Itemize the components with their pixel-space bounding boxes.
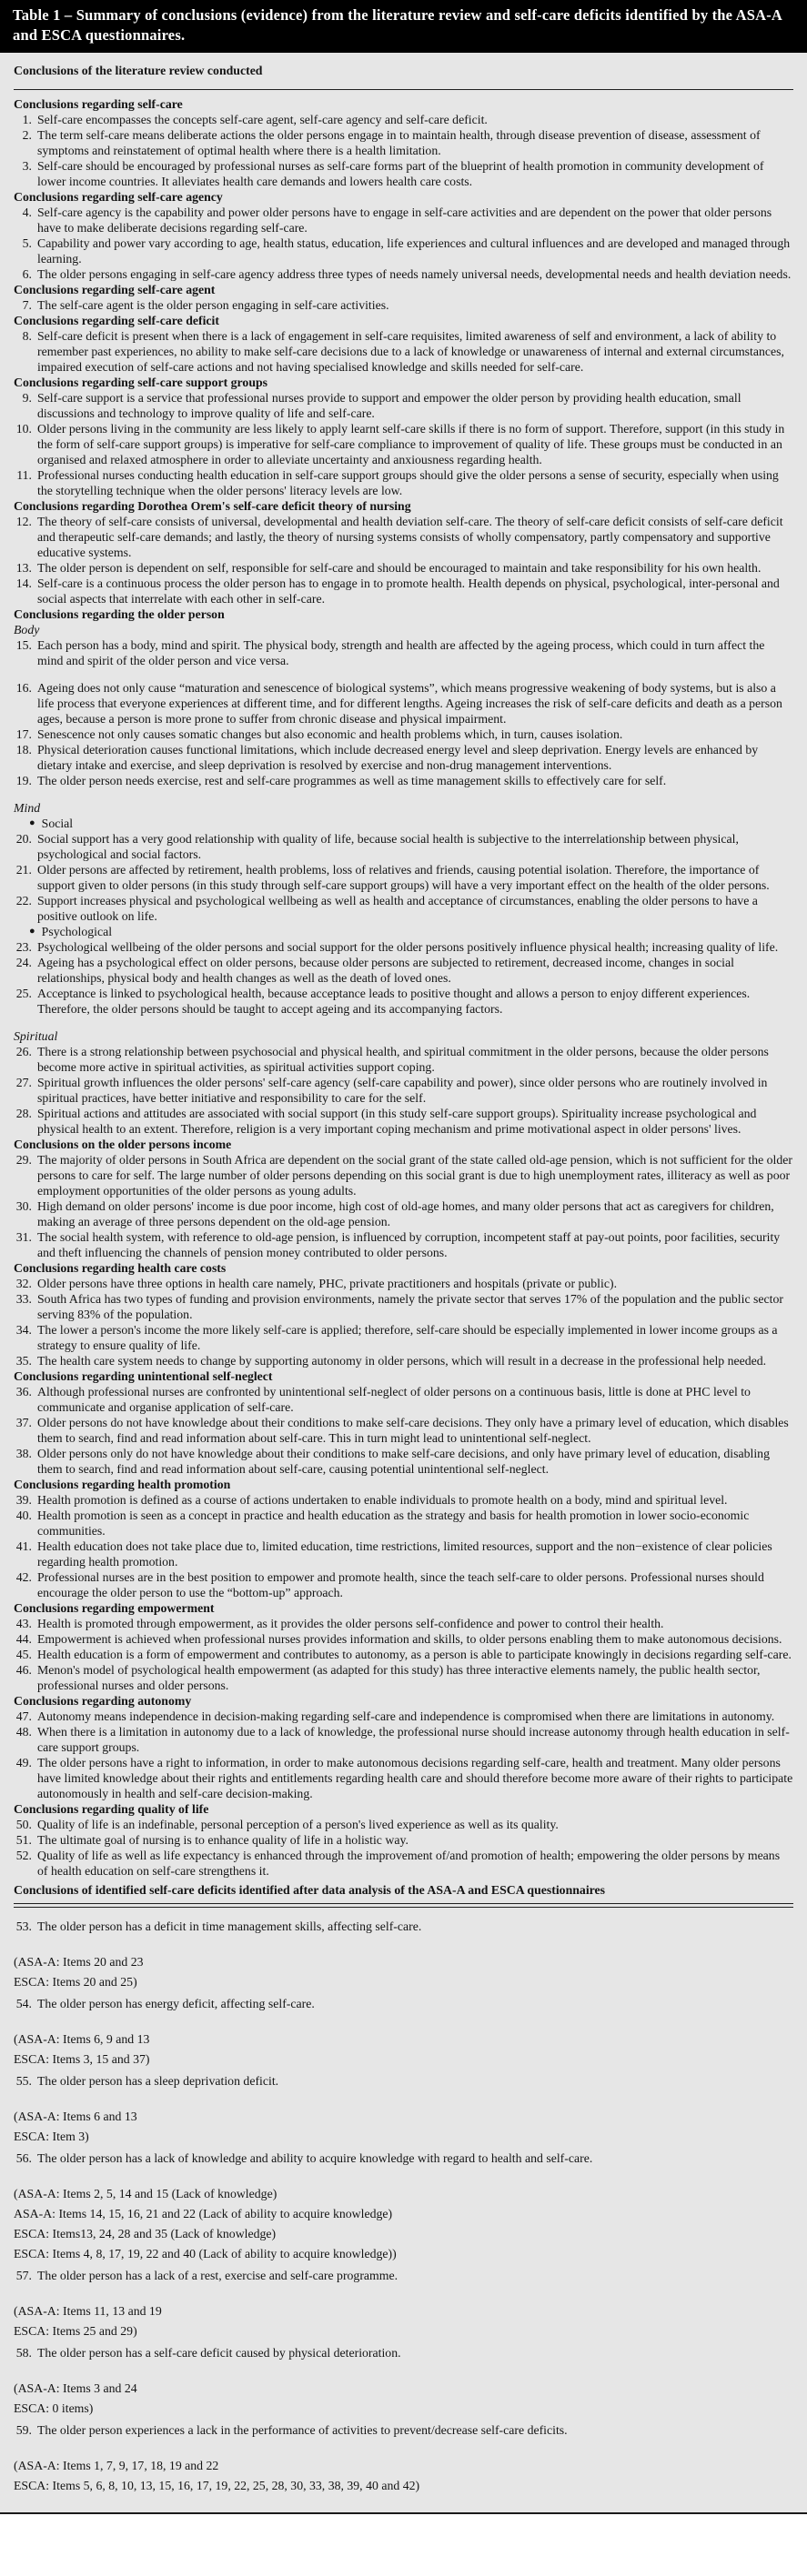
item-text: Quality of life as well as life expectancy is enhanced through the improvement of/and promotion of health; empowering the older persons by means of health education on self-care strengthens it. bbox=[37, 1849, 781, 1878]
conclusion-item-40 bbox=[14, 1508, 793, 1539]
item-text: When there is a limitation in autonomy due to a lack of knowledge, the professional nurse should increase autonomy through health education in self-care support groups. bbox=[37, 1725, 790, 1754]
item-number: 22. bbox=[15, 894, 32, 907]
item-number: 8. bbox=[22, 329, 32, 343]
item-number: 18. bbox=[15, 743, 32, 757]
questionnaire-refs bbox=[14, 2184, 793, 2264]
section-subheading: Conclusions regarding empowerment bbox=[14, 1601, 215, 1615]
item-number: 48. bbox=[15, 1725, 32, 1739]
bullet-label: Social bbox=[41, 817, 74, 830]
conclusion-item-5 bbox=[14, 236, 793, 266]
item-number: 46. bbox=[15, 1663, 32, 1677]
item-text: Capability and power vary according to age, health status, education, life experiences and cultural influences and are developed and managed through learning. bbox=[37, 236, 791, 266]
item-text: The older person needs exercise, rest and self-care programmes as well as time management skills to effectively care for self. bbox=[37, 774, 667, 787]
item-text: Older persons do not have knowledge about their conditions to make self-care decisions. They only have a primary level of education, which disables them to search, find and read information about self-care. This in turn might lead to unintentional self-neglect. bbox=[37, 1416, 789, 1445]
item-text: Self-care is a continuous process the older person has to engage in to promote health. Health depends on physical, psychological, inter-personal and social aspects that interrelate with each other in self-care. bbox=[37, 576, 780, 606]
item-number: 43. bbox=[15, 1617, 32, 1630]
item-text: The older person experiences a lack in the performance of activities to prevent/decrease self-care deficits. bbox=[37, 2423, 568, 2437]
section-subheading: Conclusions regarding health care costs bbox=[14, 1261, 227, 1275]
questionnaire-refs bbox=[14, 2301, 793, 2341]
questionnaire-ref: (ASA-A: Items 2, 5, 14 and 15 (Lack of knowledge) bbox=[14, 2187, 277, 2200]
conclusion-item-51 bbox=[14, 1832, 793, 1848]
item-text: The older person is dependent on self, responsible for self-care and should be encouraged to maintain and take responsibility for his own health. bbox=[37, 561, 762, 575]
item-text: Health promotion is defined as a course of actions undertaken to enable individuals to promote health on a body, mind and spiritual level. bbox=[37, 1493, 728, 1507]
conclusion-item-44 bbox=[14, 1631, 793, 1647]
conclusion-item-48 bbox=[14, 1724, 793, 1755]
conclusion-item-52 bbox=[14, 1848, 793, 1879]
conclusion-item-19 bbox=[14, 773, 793, 788]
conclusion-item-30 bbox=[14, 1198, 793, 1229]
item-number: 39. bbox=[15, 1493, 32, 1507]
item-number: 33. bbox=[15, 1292, 32, 1306]
deficit-item-56 bbox=[14, 2150, 793, 2264]
item-text: Physical deterioration causes functional limitations, which include decreased energy level and sleep deprivation. Energy levels are enhanced by dietary intake and exercise, and sleep deprivation is resolved by exercise and non-drug management interventions. bbox=[37, 743, 759, 772]
item-number: 37. bbox=[15, 1416, 32, 1429]
bullet-icon: ● bbox=[29, 926, 35, 937]
item-number: 47. bbox=[15, 1709, 32, 1723]
item-text: Ageing does not only cause “maturation and senescence of biological systems”, which means progressive weakening of body systems, but is also a life process that everyone experiences at different time, and for different lengths. Ageing increases the risk of self-care deficits and death as a person ages, because a person is more prone to suffer from chronic disease and physical impairment. bbox=[37, 681, 782, 726]
section-subheading: Conclusions regarding the older person bbox=[14, 607, 225, 621]
aspect-subheading: Body bbox=[14, 623, 40, 636]
section-subheading: Conclusions regarding quality of life bbox=[14, 1802, 209, 1816]
item-number: 29. bbox=[15, 1153, 32, 1167]
conclusion-item-14 bbox=[14, 576, 793, 606]
conclusion-item-6 bbox=[14, 266, 793, 282]
item-text: Ageing has a psychological effect on older persons, because older persons are subjected to retirement, decreased income, changes in social relationships, physical body and health changes as well as the death of loved ones. bbox=[37, 956, 734, 985]
bullet-icon: ● bbox=[29, 817, 35, 828]
conclusion-item-28 bbox=[14, 1106, 793, 1137]
questionnaire-refs bbox=[14, 2030, 793, 2070]
item-text: Self-care agency is the capability and power older persons have to engage in self-care activities and are dependent on the power that older persons have to make deliberate decisions regarding self-care. bbox=[37, 205, 772, 235]
item-text: Health promotion is seen as a concept in practice and health education as the strategy and basis for health promotion in lower socio-economic communities. bbox=[37, 1509, 750, 1538]
conclusion-item-41 bbox=[14, 1539, 793, 1569]
conclusion-item-27 bbox=[14, 1075, 793, 1106]
section-subheading: Conclusions regarding self-care agency bbox=[14, 190, 223, 204]
item-number: 5. bbox=[22, 236, 32, 250]
section-subheading: Conclusions regarding unintentional self-neglect bbox=[14, 1369, 273, 1383]
item-number: 52. bbox=[15, 1849, 32, 1862]
deficit-item-57 bbox=[14, 2268, 793, 2341]
double-rule-divider bbox=[14, 1903, 793, 1908]
conclusion-item-38 bbox=[14, 1446, 793, 1477]
item-text: South Africa has two types of funding and provision environments, namely the private sector that serves 17% of the population and the public sector serving 83% of the population. bbox=[37, 1292, 783, 1321]
conclusion-item-24 bbox=[14, 955, 793, 986]
item-number: 51. bbox=[15, 1833, 32, 1847]
questionnaire-ref: ESCA: Items 5, 6, 8, 10, 13, 15, 16, 17, 19, 22, 25, 28, 30, 33, 38, 39, 40 and 42) bbox=[14, 2479, 420, 2492]
literature-review-header: Conclusions of the literature review conducted bbox=[14, 64, 263, 77]
item-number: 21. bbox=[15, 863, 32, 877]
conclusion-item-20 bbox=[14, 831, 793, 862]
section-subheading: Conclusions regarding Dorothea Orem's self-care deficit theory of nursing bbox=[14, 499, 411, 513]
item-text: The ultimate goal of nursing is to enhance quality of life in a holistic way. bbox=[37, 1833, 409, 1847]
item-text: Quality of life is an indefinable, personal perception of a person's lived experience as well as its quality. bbox=[37, 1818, 559, 1831]
deficit-conclusion-59 bbox=[14, 2422, 793, 2438]
bullet-label: Psychological bbox=[41, 925, 113, 938]
deficit-conclusion-54 bbox=[14, 1996, 793, 2011]
item-text: The social health system, with reference to old-age pension, is influenced by corruption, incompetent staff at pay-out points, poor facilities, security and theft influencing the channels of pension money contributed to older persons. bbox=[37, 1230, 781, 1259]
questionnaire-ref: ESCA: 0 items) bbox=[14, 2401, 94, 2415]
section-subheading: Conclusions regarding self-care agent bbox=[14, 283, 216, 296]
item-number: 2. bbox=[22, 128, 32, 142]
conclusion-item-3 bbox=[14, 158, 793, 189]
item-text: The majority of older persons in South Africa are dependent on the social grant of the state called old-age pension, which is not sufficient for the older persons to care for self. The large number of older persons depending on this social grant is due to high unemployment rates, illiteracy as well as poor employment opportunities of the older persons as young adults. bbox=[37, 1153, 792, 1198]
questionnaire-ref: ESCA: Items 20 and 25) bbox=[14, 1975, 137, 1989]
conclusion-item-32 bbox=[14, 1276, 793, 1291]
item-text: The theory of self-care consists of universal, developmental and health deviation self-care. The theory of self-care deficit consists of self-care deficit and therapeutic self-care demands; and lastly, the theory of nursing systems consists of wholly compensatory, partly compensatory and supportive educative systems. bbox=[37, 515, 783, 559]
conclusion-item-25 bbox=[14, 986, 793, 1017]
conclusion-item-8 bbox=[14, 328, 793, 375]
item-text: Older persons living in the community are less likely to apply learnt self-care skills if there is no form of support. Therefore, support (in this study in the form of self-care support groups) is imperative for self-care compliance to improvement of quality of life. These groups must be conducted in an organised and relaxed atmosphere in order to alleviate uncertainty and anxiousness regarding health. bbox=[37, 422, 785, 466]
deficit-conclusion-56 bbox=[14, 2150, 793, 2166]
item-text: The older person has a sleep deprivation deficit. bbox=[37, 2074, 279, 2088]
item-number: 19. bbox=[15, 774, 32, 787]
questionnaire-ref: ESCA: Items 25 and 29) bbox=[14, 2324, 137, 2338]
table-title-bar bbox=[0, 0, 807, 53]
deficit-conclusion-53 bbox=[14, 1919, 793, 1934]
item-number: 41. bbox=[15, 1539, 32, 1553]
deficit-item-55 bbox=[14, 2073, 793, 2147]
item-text: Self-care encompasses the concepts self-care agent, self-care agency and self-care deficit. bbox=[37, 113, 488, 126]
item-text: Professional nurses are in the best position to empower and promote health, since the teach self-care to older persons. Professional nurses should encourage the older person to use the “bottom-up” approach. bbox=[37, 1570, 764, 1599]
conclusion-item-11 bbox=[14, 467, 793, 498]
header-divider bbox=[14, 89, 793, 90]
item-number: 55. bbox=[15, 2074, 32, 2088]
literature-conclusions-list bbox=[14, 96, 793, 1879]
conclusion-item-13 bbox=[14, 560, 793, 576]
item-text: Health education does not take place due to, limited education, time restrictions, limited resources, support and the non−existence of clear policies regarding health promotion. bbox=[37, 1539, 772, 1569]
conclusion-item-16 bbox=[14, 680, 793, 727]
questionnaire-ref: ESCA: Items 3, 15 and 37) bbox=[14, 2052, 150, 2066]
item-text: Self-care should be encouraged by professional nurses as self-care forms part of the blueprint of health promotion in community development of lower income countries. It alleviates health care demands and lowers health care costs. bbox=[37, 159, 764, 188]
item-text: Autonomy means independence in decision-making regarding self-care and independence is compromised when there are limitations in autonomy. bbox=[37, 1709, 775, 1723]
deficit-item-58 bbox=[14, 2345, 793, 2419]
item-number: 17. bbox=[15, 727, 32, 741]
conclusion-item-1 bbox=[14, 112, 793, 127]
item-number: 4. bbox=[22, 205, 32, 219]
item-number: 30. bbox=[15, 1199, 32, 1213]
questionnaire-ref: ASA-A: Items 14, 15, 16, 21 and 22 (Lack of ability to acquire knowledge) bbox=[14, 2207, 393, 2220]
conclusion-item-18 bbox=[14, 742, 793, 773]
item-text: Spiritual growth influences the older persons' self-care agency (self-care capability and power), since older persons who are routinely involved in spiritual practices, have better initiative and responsibility to care for the self. bbox=[37, 1076, 768, 1105]
conclusion-item-49 bbox=[14, 1755, 793, 1801]
questionnaire-ref: (ASA-A: Items 6, 9 and 13 bbox=[14, 2032, 150, 2046]
item-number: 6. bbox=[22, 267, 32, 281]
item-text: High demand on older persons' income is due poor income, high cost of old-age homes, and many older persons that act as caregivers for children, making an average of three persons dependent on the old-age pension. bbox=[37, 1199, 774, 1228]
questionnaire-refs bbox=[14, 2107, 793, 2147]
questionnaire-refs bbox=[14, 1952, 793, 1992]
item-number: 56. bbox=[15, 2151, 32, 2165]
conclusion-item-50 bbox=[14, 1817, 793, 1832]
conclusion-item-23 bbox=[14, 939, 793, 955]
item-number: 12. bbox=[15, 515, 32, 528]
deficit-conclusions-list bbox=[14, 1919, 793, 2496]
item-number: 45. bbox=[15, 1648, 32, 1661]
item-text: The older person has a self-care deficit caused by physical deterioration. bbox=[37, 2346, 401, 2360]
deficit-conclusion-55 bbox=[14, 2073, 793, 2089]
item-number: 27. bbox=[15, 1076, 32, 1089]
item-text: Self-care deficit is present when there is a lack of engagement in self-care requisites, limited awareness of self and environment, a lack of ability to remember past experiences, no ability to make self-care decisions due to a lack of knowledge or unawareness of internal and external circumstances, impaired execution of self-care actions and not having specialised knowledge and skills needed for self-care. bbox=[37, 329, 784, 374]
questionnaire-ref: (ASA-A: Items 11, 13 and 19 bbox=[14, 2304, 162, 2318]
item-number: 38. bbox=[15, 1447, 32, 1460]
conclusion-item-31 bbox=[14, 1229, 793, 1260]
item-text: Older persons have three options in health care namely, PHC, private practitioners and hospitals (private or public). bbox=[37, 1277, 618, 1290]
item-text: The term self-care means deliberate actions the older persons engage in to maintain health, through disease prevention of disease, assessment of symptoms and reinstatement of optimal health where there is a health limitation. bbox=[37, 128, 761, 157]
questionnaire-ref: ESCA: Item 3) bbox=[14, 2130, 89, 2143]
item-text: The health care system needs to change by supporting autonomy in older persons, which will result in a decrease in the professional help needed. bbox=[37, 1354, 767, 1368]
questionnaire-refs bbox=[14, 2379, 793, 2419]
questionnaire-ref: ESCA: Items13, 24, 28 and 35 (Lack of knowledge) bbox=[14, 2227, 277, 2240]
item-text: The older person has energy deficit, affecting self-care. bbox=[37, 1997, 315, 2010]
item-number: 15. bbox=[15, 638, 32, 652]
questionnaire-ref: (ASA-A: Items 1, 7, 9, 17, 18, 19 and 22 bbox=[14, 2459, 219, 2472]
questionnaire-refs bbox=[14, 2456, 793, 2496]
item-text: Although professional nurses are confronted by unintentional self-neglect of older persons on a continuous basis, little is done at PHC level to communicate and organise application of self-care. bbox=[37, 1385, 751, 1414]
conclusion-item-29 bbox=[14, 1152, 793, 1198]
item-text: Health is promoted through empowerment, as it provides the older persons self-confidence and power to control their health. bbox=[37, 1617, 664, 1630]
item-number: 40. bbox=[15, 1509, 32, 1522]
item-number: 13. bbox=[15, 561, 32, 575]
item-number: 7. bbox=[22, 298, 32, 312]
section-subheading: Conclusions regarding self-care bbox=[14, 97, 183, 111]
deficit-item-53 bbox=[14, 1919, 793, 1992]
item-number: 1. bbox=[22, 113, 32, 126]
item-text: Empowerment is achieved when professional nurses provides information and skills, to older persons enabling them to make autonomous decisions. bbox=[37, 1632, 782, 1646]
conclusion-item-33 bbox=[14, 1291, 793, 1322]
item-number: 50. bbox=[15, 1818, 32, 1831]
item-number: 44. bbox=[15, 1632, 32, 1646]
item-text: Support increases physical and psychological wellbeing as well as health and acceptance of circumstances, enabling the older persons to have a positive outlook on life. bbox=[37, 894, 758, 923]
conclusion-item-17 bbox=[14, 727, 793, 742]
conclusion-item-4 bbox=[14, 205, 793, 236]
item-text: The older persons engaging in self-care agency address three types of needs namely universal needs, developmental needs and health deviation needs. bbox=[37, 267, 792, 281]
item-number: 28. bbox=[15, 1107, 32, 1120]
item-text: Senescence not only causes somatic changes but also economic and health problems which, in turn, causes isolation. bbox=[37, 727, 623, 741]
deficit-conclusion-58 bbox=[14, 2345, 793, 2360]
bullet-subheading bbox=[14, 816, 793, 831]
bullet-subheading bbox=[14, 924, 793, 939]
conclusion-item-12 bbox=[14, 514, 793, 560]
item-number: 26. bbox=[15, 1045, 32, 1058]
item-number: 16. bbox=[15, 681, 32, 695]
section-subheading: Conclusions regarding autonomy bbox=[14, 1694, 192, 1708]
item-number: 54. bbox=[15, 1997, 32, 2010]
conclusion-item-10 bbox=[14, 421, 793, 467]
item-text: Spiritual actions and attitudes are associated with social support (in this study self-care support groups). Spirituality increase psychological and physical health to an extent. Therefore, religion is a very important coping mechanism and prime motivational aspect in older persons' lives. bbox=[37, 1107, 757, 1136]
item-number: 36. bbox=[15, 1385, 32, 1398]
deficit-item-59 bbox=[14, 2422, 793, 2496]
item-number: 20. bbox=[15, 832, 32, 846]
item-text: Each person has a body, mind and spirit. The physical body, strength and health are affected by the ageing process, which could in turn affect the mind and spirit of the older person and vice versa. bbox=[37, 638, 765, 667]
section-subheading: Conclusions regarding self-care support groups bbox=[14, 376, 268, 389]
item-number: 25. bbox=[15, 987, 32, 1000]
conclusion-item-45 bbox=[14, 1647, 793, 1662]
item-text: There is a strong relationship between psychosocial and physical health, and spiritual commitment in the older persons, because the older persons become more active in spiritual activities, as spiritual activities support coping. bbox=[37, 1045, 769, 1074]
item-number: 23. bbox=[15, 940, 32, 954]
item-number: 11. bbox=[16, 468, 32, 482]
item-number: 24. bbox=[15, 956, 32, 969]
conclusion-item-7 bbox=[14, 297, 793, 313]
item-text: Self-care support is a service that professional nurses provide to support and empower the older person by providing health education, small discussions and technology to improve quality of life and self-care. bbox=[37, 391, 741, 420]
conclusion-item-37 bbox=[14, 1415, 793, 1446]
conclusion-item-46 bbox=[14, 1662, 793, 1693]
conclusion-item-22 bbox=[14, 893, 793, 924]
aspect-subheading: Spiritual bbox=[14, 1029, 58, 1043]
item-number: 59. bbox=[15, 2423, 32, 2437]
item-text: The older person has a lack of a rest, exercise and self-care programme. bbox=[37, 2269, 398, 2282]
conclusion-item-39 bbox=[14, 1492, 793, 1508]
item-text: Older persons only do not have knowledge about their conditions to make self-care decisions, and only have primary level of education, disabling them to search, find and read information about self-care, causing potential unintentional self-neglect. bbox=[37, 1447, 770, 1476]
item-number: 57. bbox=[15, 2269, 32, 2282]
item-number: 58. bbox=[15, 2346, 32, 2360]
item-number: 42. bbox=[15, 1570, 32, 1584]
conclusion-item-9 bbox=[14, 390, 793, 421]
table-body bbox=[0, 53, 807, 2503]
conclusion-item-15 bbox=[14, 637, 793, 668]
conclusion-item-35 bbox=[14, 1353, 793, 1368]
conclusion-item-34 bbox=[14, 1322, 793, 1353]
item-text: Acceptance is linked to psychological health, because acceptance leads to positive thought and allows a person to enjoy different experiences. Therefore, the older persons should be taught to accept ageing and its accompanying factors. bbox=[37, 987, 751, 1016]
item-text: Social support has a very good relationship with quality of life, because social health is subjective to the interrelationship between physical, psychological and social factors. bbox=[37, 832, 739, 861]
section-subheading: Conclusions regarding health promotion bbox=[14, 1478, 231, 1491]
item-text: Professional nurses conducting health education in self-care support groups should give the older persons a sense of security, especially when using the storytelling technique when the older persons' literacy levels are low. bbox=[37, 468, 779, 497]
deficit-conclusion-57 bbox=[14, 2268, 793, 2283]
item-text: The older persons have a right to information, in order to make autonomous decisions regarding self-care, health and treatment. Many older persons have limited knowledge about their rights and entitlements regarding health care and should therefore become more aware of their rights to participate autonomously in health and self-care decision-making. bbox=[37, 1756, 793, 1800]
item-text: Health education is a form of empowerment and contributes to autonomy, as a person is able to participate knowingly in decisions regarding self-care. bbox=[37, 1648, 792, 1661]
questionnaire-ref: ESCA: Items 4, 8, 17, 19, 22 and 40 (Lack of ability to acquire knowledge)) bbox=[14, 2247, 397, 2260]
aspect-subheading: Mind bbox=[14, 801, 41, 815]
section-subheading: Conclusions regarding self-care deficit bbox=[14, 314, 219, 327]
item-number: 35. bbox=[15, 1354, 32, 1368]
item-text: Menon's model of psychological health empowerment (as adapted for this study) has three interactive elements namely, the public health sector, professional nurses and older persons. bbox=[37, 1663, 761, 1692]
item-number: 10. bbox=[15, 422, 32, 436]
conclusion-item-2 bbox=[14, 127, 793, 158]
item-number: 32. bbox=[15, 1277, 32, 1290]
item-number: 53. bbox=[15, 1919, 32, 1933]
item-number: 14. bbox=[15, 576, 32, 590]
item-number: 9. bbox=[22, 391, 32, 405]
conclusion-item-21 bbox=[14, 862, 793, 893]
table-title: Table 1 – Summary of conclusions (evidence) from the literature review and self-care deficits identified by the ASA-A and ESCA questionnaires. bbox=[13, 6, 782, 44]
conclusion-item-36 bbox=[14, 1384, 793, 1415]
deficit-conclusions-header: Conclusions of identified self-care deficits identified after data analysis of the ASA-A and ESCA questionnaires bbox=[14, 1883, 606, 1897]
conclusion-item-42 bbox=[14, 1569, 793, 1600]
item-text: The lower a person's income the more likely self-care is applied; therefore, self-care should be especially implemented in lower income groups as a strategy to ensure quality of life. bbox=[37, 1323, 778, 1352]
conclusion-item-43 bbox=[14, 1616, 793, 1631]
item-number: 34. bbox=[15, 1323, 32, 1337]
item-number: 3. bbox=[22, 159, 32, 173]
item-text: Older persons are affected by retirement, health problems, loss of relatives and friends, causing potential isolation. Therefore, the importance of support given to older persons (in this study through self-care support groups) will have a very important effect on the health of the older persons. bbox=[37, 863, 770, 892]
conclusion-item-26 bbox=[14, 1044, 793, 1075]
questionnaire-ref: (ASA-A: Items 6 and 13 bbox=[14, 2110, 137, 2123]
item-text: The older person has a deficit in time management skills, affecting self-care. bbox=[37, 1919, 422, 1933]
item-text: Psychological wellbeing of the older persons and social support for the older persons positively influence physical health; increasing quality of life. bbox=[37, 940, 779, 954]
item-text: The self-care agent is the older person engaging in self-care activities. bbox=[37, 298, 389, 312]
item-number: 31. bbox=[15, 1230, 32, 1244]
deficit-item-54 bbox=[14, 1996, 793, 2070]
section-subheading: Conclusions on the older persons income bbox=[14, 1138, 232, 1151]
item-text: The older person has a lack of knowledge and ability to acquire knowledge with regard to health and self-care. bbox=[37, 2151, 593, 2165]
conclusion-item-47 bbox=[14, 1709, 793, 1724]
questionnaire-ref: (ASA-A: Items 3 and 24 bbox=[14, 2381, 137, 2395]
item-number: 49. bbox=[15, 1756, 32, 1769]
questionnaire-ref: (ASA-A: Items 20 and 23 bbox=[14, 1955, 144, 1969]
